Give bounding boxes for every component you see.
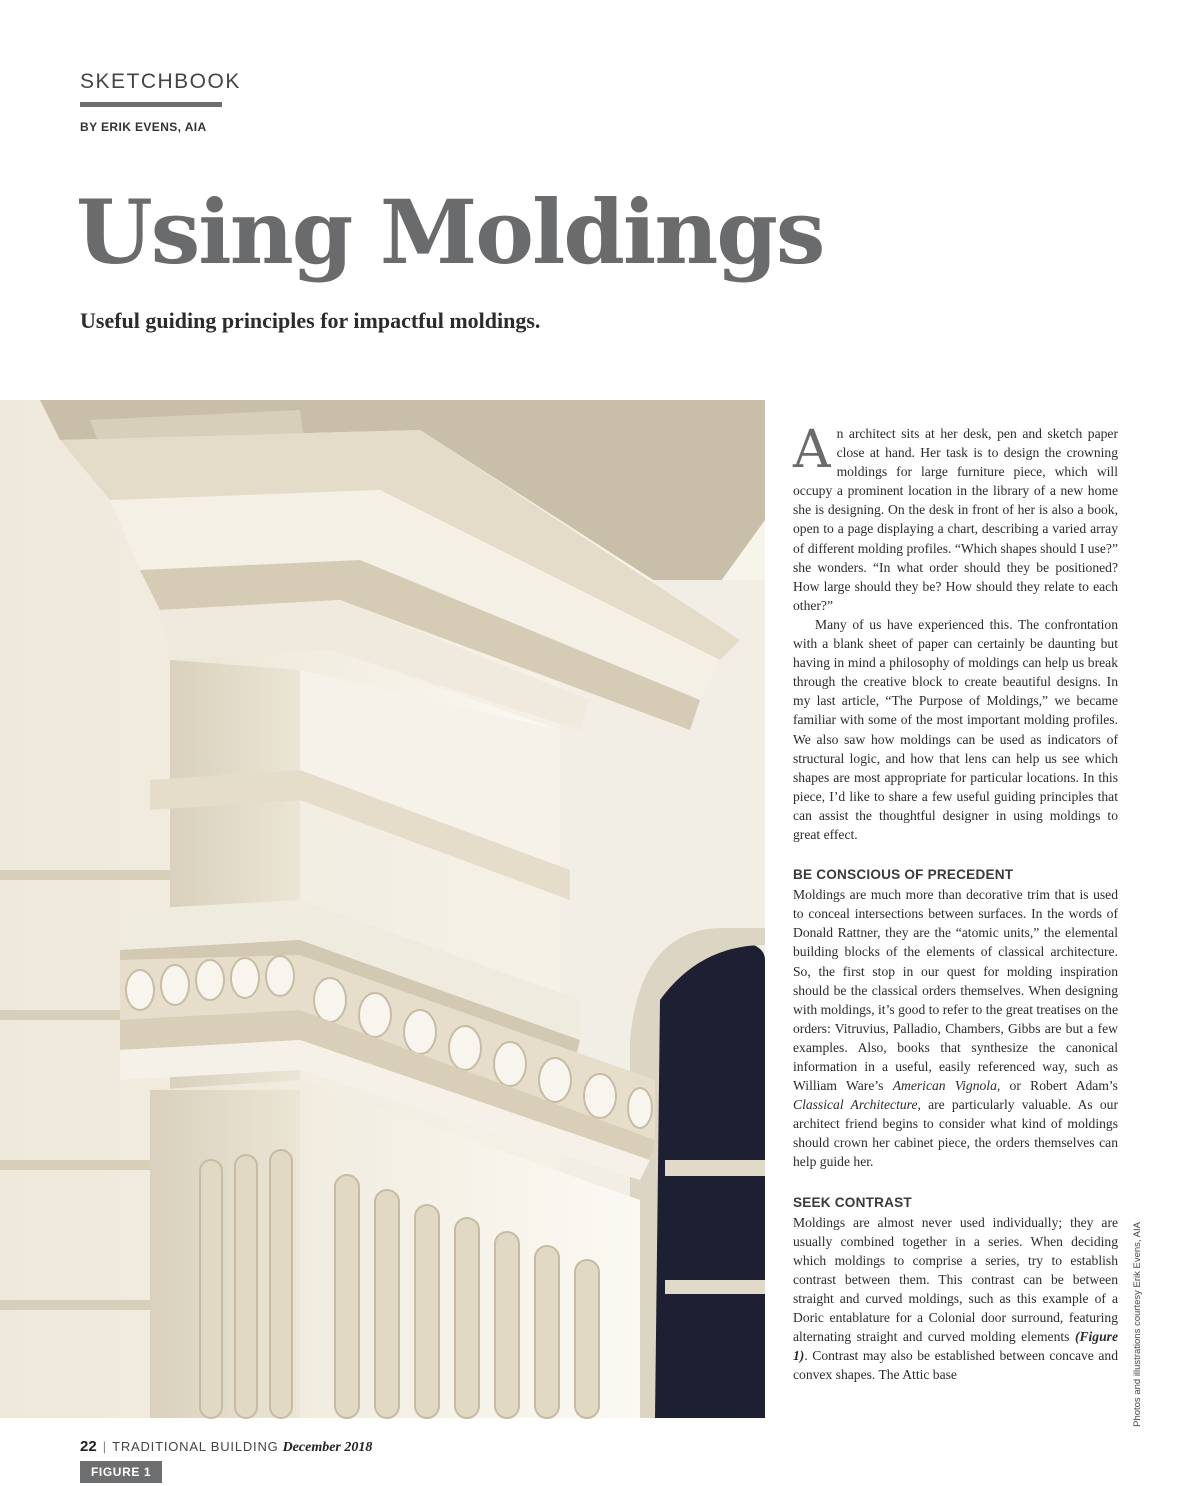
paragraph-3 <box>793 885 1118 1171</box>
photo-credit: Photos and illustrations courtesy Erik Evens, AIA <box>1132 1222 1143 1427</box>
paragraph-4-text-a: Moldings are almost never used individually; they are usually combined together in a series. When deciding which moldings to comprise a series, try to establish contrast between them. This contrast can be between straight and curved moldings, such as this example of a Doric entablature for a Colonial door surround, featuring alternating straight and curved molding elements <box>793 1214 1118 1345</box>
publication-name: TRADITIONAL BUILDING <box>112 1439 279 1454</box>
paragraph-2: Many of us have experienced this. The confrontation with a blank sheet of paper can certainly be daunting but having in mind a philosophy of moldings can help us break through the creative block to create beautiful designs. In my last article, “The Purpose of Moldings,” we became familiar with some of the most important molding profiles. We also saw how moldings can be used as indicators of structural logic, and how that lens can help us see which shapes are most appropriate for particular locations. In this piece, I’d like to share a few useful guiding principles that can assist the thoughtful designer in using moldings to great effect. <box>793 616 1118 842</box>
article-title: Using Moldings <box>76 180 824 284</box>
section-label: SKETCHBOOK <box>80 70 241 93</box>
book-title-american-vignola: American Vignola, <box>892 1078 1001 1094</box>
footer-separator: | <box>102 1439 107 1454</box>
drop-cap: A <box>793 420 831 480</box>
page-footer <box>80 1438 372 1456</box>
issue-date: December 2018 <box>282 1440 373 1455</box>
paragraph-3-text-a: Moldings are much more than decorative trim that is used to conceal intersections between surfaces. In the words of Donald Rattner, they are the “atomic units,” the elemental building blocks of the elements of classical architecture. So, the first stop in our quest for molding inspiration should be the classical orders themselves. When designing with moldings, it’s good to refer to the great treatises on the orders: Vitruvius, Palladio, Chambers, Gibbs are but a few examples. Also, books that synthesize the canonical information in a useful, easily referenced way, such as William Ware’s <box>793 887 1118 1094</box>
article-deck: Useful guiding principles for impactful moldings. <box>80 308 541 333</box>
paragraph-3-text-b: or Robert Adam’s <box>1000 1078 1118 1094</box>
page-number: 22 <box>80 1438 97 1455</box>
paragraph-intro <box>793 420 1118 615</box>
paragraph-4 <box>793 1213 1118 1385</box>
paragraph-intro-text: n architect sits at her desk, pen and sketch paper close at hand. Her task is to design the crowning moldings for large furniture piece, which will occupy a prominent location in the library of a new home she is designing. On the desk in front of her is also a book, open to a page displaying a chart, describing a varied array of different molding profiles. “Which shapes should I use?” she wonders. “In what order should they be positioned? How large should they be? How should they relate to each other?” <box>793 426 1118 613</box>
book-title-classical-architecture: Classical Architecture, <box>793 1097 921 1113</box>
subhead-contrast: SEEK CONTRAST <box>793 1194 912 1210</box>
section-rule <box>80 102 222 107</box>
article-body <box>793 420 1118 1385</box>
paragraph-4-text-b: . Contrast may also be established between concave and convex shapes. The Attic base <box>793 1348 1118 1383</box>
byline: BY ERIK EVENS, AIA <box>80 120 207 134</box>
paragraph-3-text-c: are particularly valuable. As our architect friend begins to consider what kind of moldings should crown her cabinet piece, the orders themselves can help guide her. <box>793 1097 1118 1170</box>
figure-reference: (Figure 1) <box>793 1329 1118 1364</box>
pilaster-molding-photo <box>0 400 765 1418</box>
figure-label: FIGURE 1 <box>80 1461 162 1483</box>
subhead-precedent: BE CONSCIOUS OF PRECEDENT <box>793 867 1014 883</box>
